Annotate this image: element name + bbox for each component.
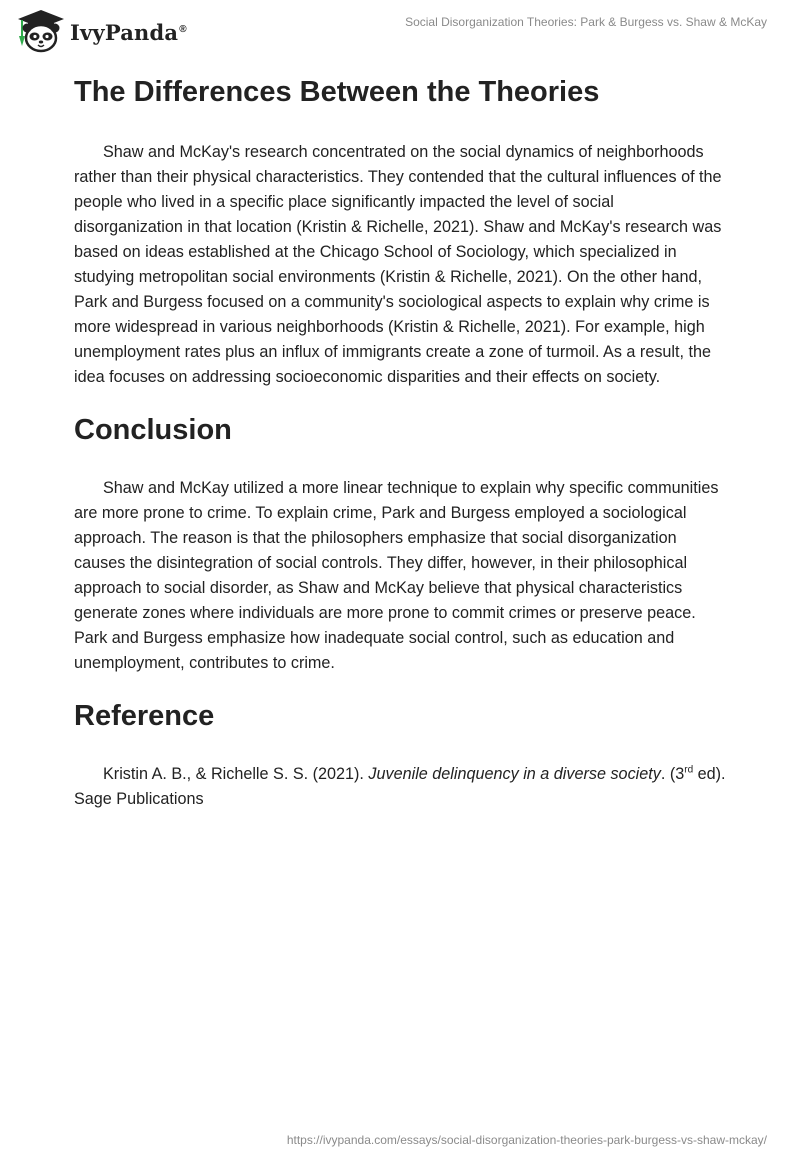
section-paragraph-conclusion: Shaw and McKay utilized a more linear technique to explain why specific communities are more prone to crime. To explain crime, Park and Burgess employed a sociological approach. The reason is that the philosophers emphasize that social disorganization causes the disintegration of social controls. They differ, however, in their philosophical approach to social disorder, as Shaw and McKay believe that physical characteristics generate zones where individuals are more prone to commit crimes or preserve peace. Park and Burgess emphasize how inadequate social control, such as education and unemployment, contributes to crime. [74,479,719,672]
ivypanda-logo[interactable] [14,8,187,54]
running-title: Social Disorganization Theories: Park & Burgess vs. Shaw & McKay [405,15,767,29]
reference-authors: Kristin A. B., & Richelle S. S. (2021). [103,765,369,783]
panda-graduate-icon [14,8,68,54]
section-paragraph-differences: Shaw and McKay's research concentrated on the social dynamics of neighborhoods rather than their physical characteristics. They contended that the cultural influences of the people who lived in a specific place significantly impacted the level of social disorganization in that location (Kristin & Richelle, 2021). Shaw and McKay's research was based on ideas established at the Chicago School of Sociology, which specialized in studying metropolitan social environments (Kristin & Richelle, 2021). On the other hand, Park and Burgess focused on a community's sociological aspects to explain why crime is more widespread in various neighborhoods (Kristin & Richelle, 2021). For example, high unemployment rates plus an influx of immigrants create a zone of turmoil. As a result, the idea focuses on addressing socioeconomic disparities and their effects on society. [74,143,722,386]
logo-wordmark: IvyPanda® [70,19,187,45]
reference-edition-prefix: . (3 [660,765,685,783]
page-header [0,0,800,64]
reference-edition-suffix: ed). Sage Publications [74,765,726,808]
reference-edition-superscript: rd [684,764,694,776]
essay-content [74,70,726,812]
footer-source-url[interactable]: https://ivypanda.com/essays/social-disorganization-theories-park-burgess-vs-shaw-mckay/ [286,1133,767,1147]
section-heading-reference: Reference [74,700,215,732]
reference-title: Juvenile delinquency in a diverse society [368,765,661,783]
reference-entry [74,762,726,812]
section-heading-conclusion: Conclusion [74,414,232,446]
section-heading-differences: The Differences Between the Theories [74,76,600,108]
